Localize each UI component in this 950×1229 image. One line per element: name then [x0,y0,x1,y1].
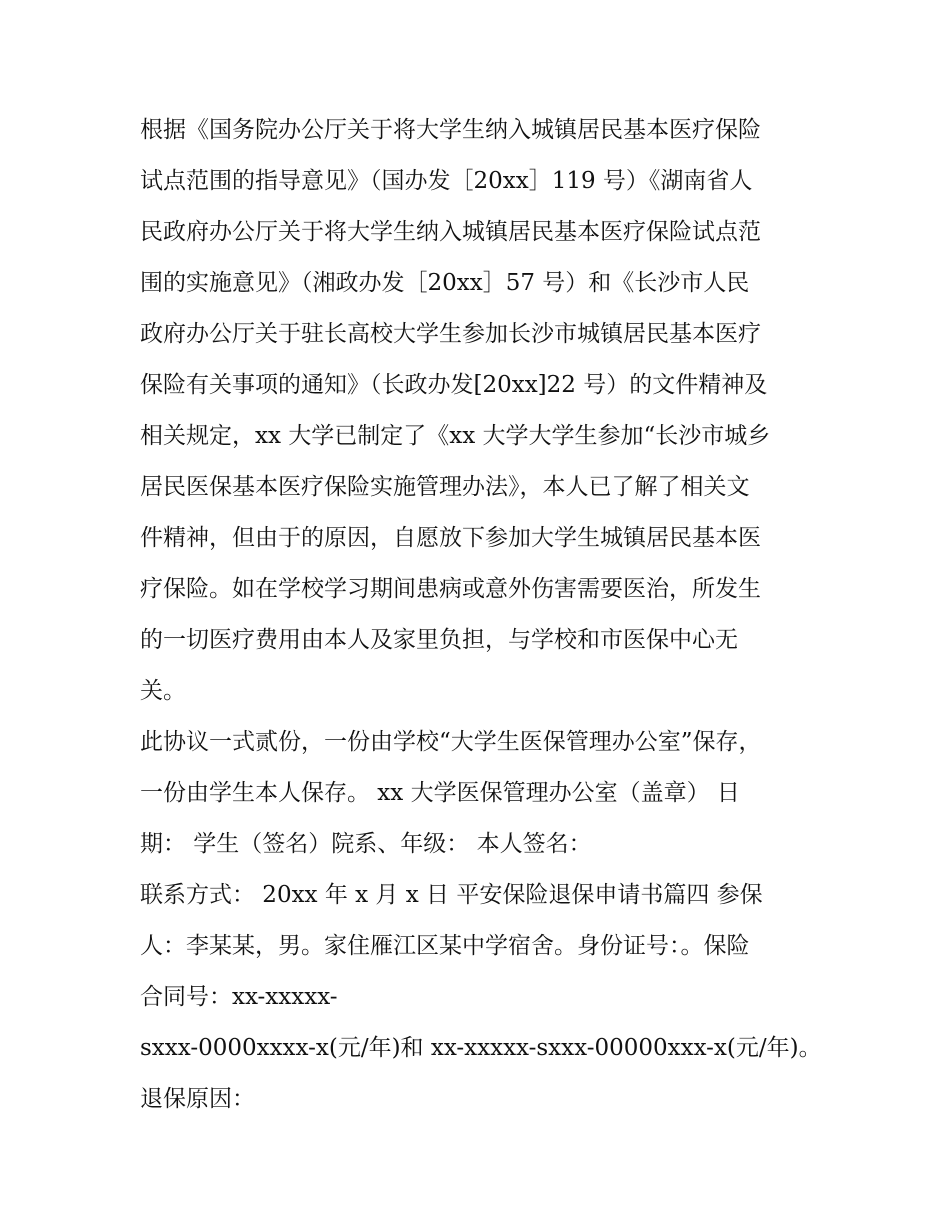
text-line: 根据《国务院办公厅关于将大学生纳入城镇居民基本医疗保险 [140,117,761,143]
text-line: 的一切医疗费用由本人及家里负担，与学校和市医保中心无 [140,627,738,653]
text-line: 期： 学生（签名）院系、年级： 本人签名： [140,831,592,857]
text-line: 一份由学生本人保存。 xx 大学医保管理办公室（盖章） 日 [140,780,740,806]
text-line: sxxx-0000xxxx-x(元/年)和 xx-xxxxx-sxxx-00000xxx-x(元/年)。 [140,1035,822,1061]
text-line: 疗保险。如在学校学习期间患病或意外伤害需要医治，所发生 [140,576,761,602]
text-line: 相关规定，xx 大学已制定了《xx 大学大学生参加“长沙市城乡 [140,423,771,449]
text-line: 退保原因： [140,1086,255,1112]
document-body [140,105,820,1125]
text-line: 联系方式： 20xx 年 x 月 x 日 平安保险退保申请书篇四 参保 [140,882,763,908]
text-line: 政府办公厅关于驻长高校大学生参加长沙市城镇居民基本医疗 [140,321,761,347]
text-line: 居民医保基本医疗保险实施管理办法》，本人已了解了相关文 [140,474,750,500]
text-line: 围的实施意见》（湘政办发［20xx］57 号）和《长沙市人民 [140,270,750,296]
text-line: 件精神，但由于的原因，自愿放下参加大学生城镇居民基本医 [140,525,761,551]
text-line: 此协议一式贰份，一份由学校“大学生医保管理办公室”保存， [140,729,762,755]
text-line: 人：李某某，男。家住雁江区某中学宿舍。身份证号：。保险 [140,933,750,959]
text-line: 关。 [140,678,186,704]
text-line: 保险有关事项的通知》（长政办发[20xx]22 号）的文件精神及 [140,372,768,398]
text-line: 民政府办公厅关于将大学生纳入城镇居民基本医疗保险试点范 [140,219,761,245]
text-line: 试点范围的指导意见》（国办发［20xx］119 号）《湖南省人 [140,168,753,194]
text-line: 合同号：xx-xxxxx- [140,984,338,1010]
